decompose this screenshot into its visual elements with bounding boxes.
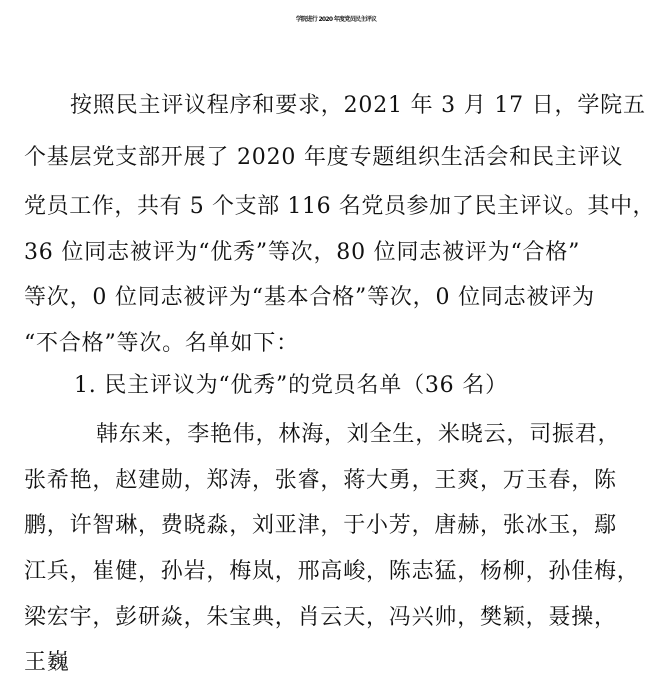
paragraph-line-2: 个基层党支部开展了 2020 年度专题组织生活会和民主评议: [24, 145, 624, 170]
paragraph-line-5: 等次，0 位同志被评为“基本合格”等次，0 位同志被评为: [24, 285, 595, 310]
section-heading: 1. 民主评议为“优秀”的党员名单（36 名）: [74, 373, 508, 398]
document-title: 学院进行 2020 年度党员民主评议: [295, 16, 377, 23]
paragraph-line-6: “不合格”等次。名单如下：: [24, 331, 299, 356]
name-line-1: 韩东来，李艳伟，林海，刘全生，米晓云，司振君，: [96, 422, 621, 447]
paragraph-line-4: 36 位同志被评为“优秀”等次，80 位同志被评为“合格”: [24, 240, 581, 265]
name-line-6: 王巍: [24, 650, 70, 675]
name-line-3: 鹏，许智琳，费晓淼，刘亚津，于小芳，唐赫，张冰玉，鄢: [24, 513, 617, 538]
name-line-4: 江兵，崔健，孙岩，梅岚，邢高峻，陈志猛，杨柳，孙佳梅，: [24, 559, 640, 584]
paragraph-line-1: 按照民主评议程序和要求，2021 年 3 月 17 日，学院五: [70, 93, 646, 118]
paragraph-line-3: 党员工作，共有 5 个支部 116 名党员参加了民主评议。其中，: [24, 194, 656, 219]
name-line-2: 张希艳，赵建勋，郑涛，张睿，蒋大勇，王爽，万玉春，陈: [24, 468, 617, 493]
name-line-5: 梁宏宇，彭研焱，朱宝典，肖云天，冯兴帅，樊颖，聂操，: [24, 605, 617, 630]
